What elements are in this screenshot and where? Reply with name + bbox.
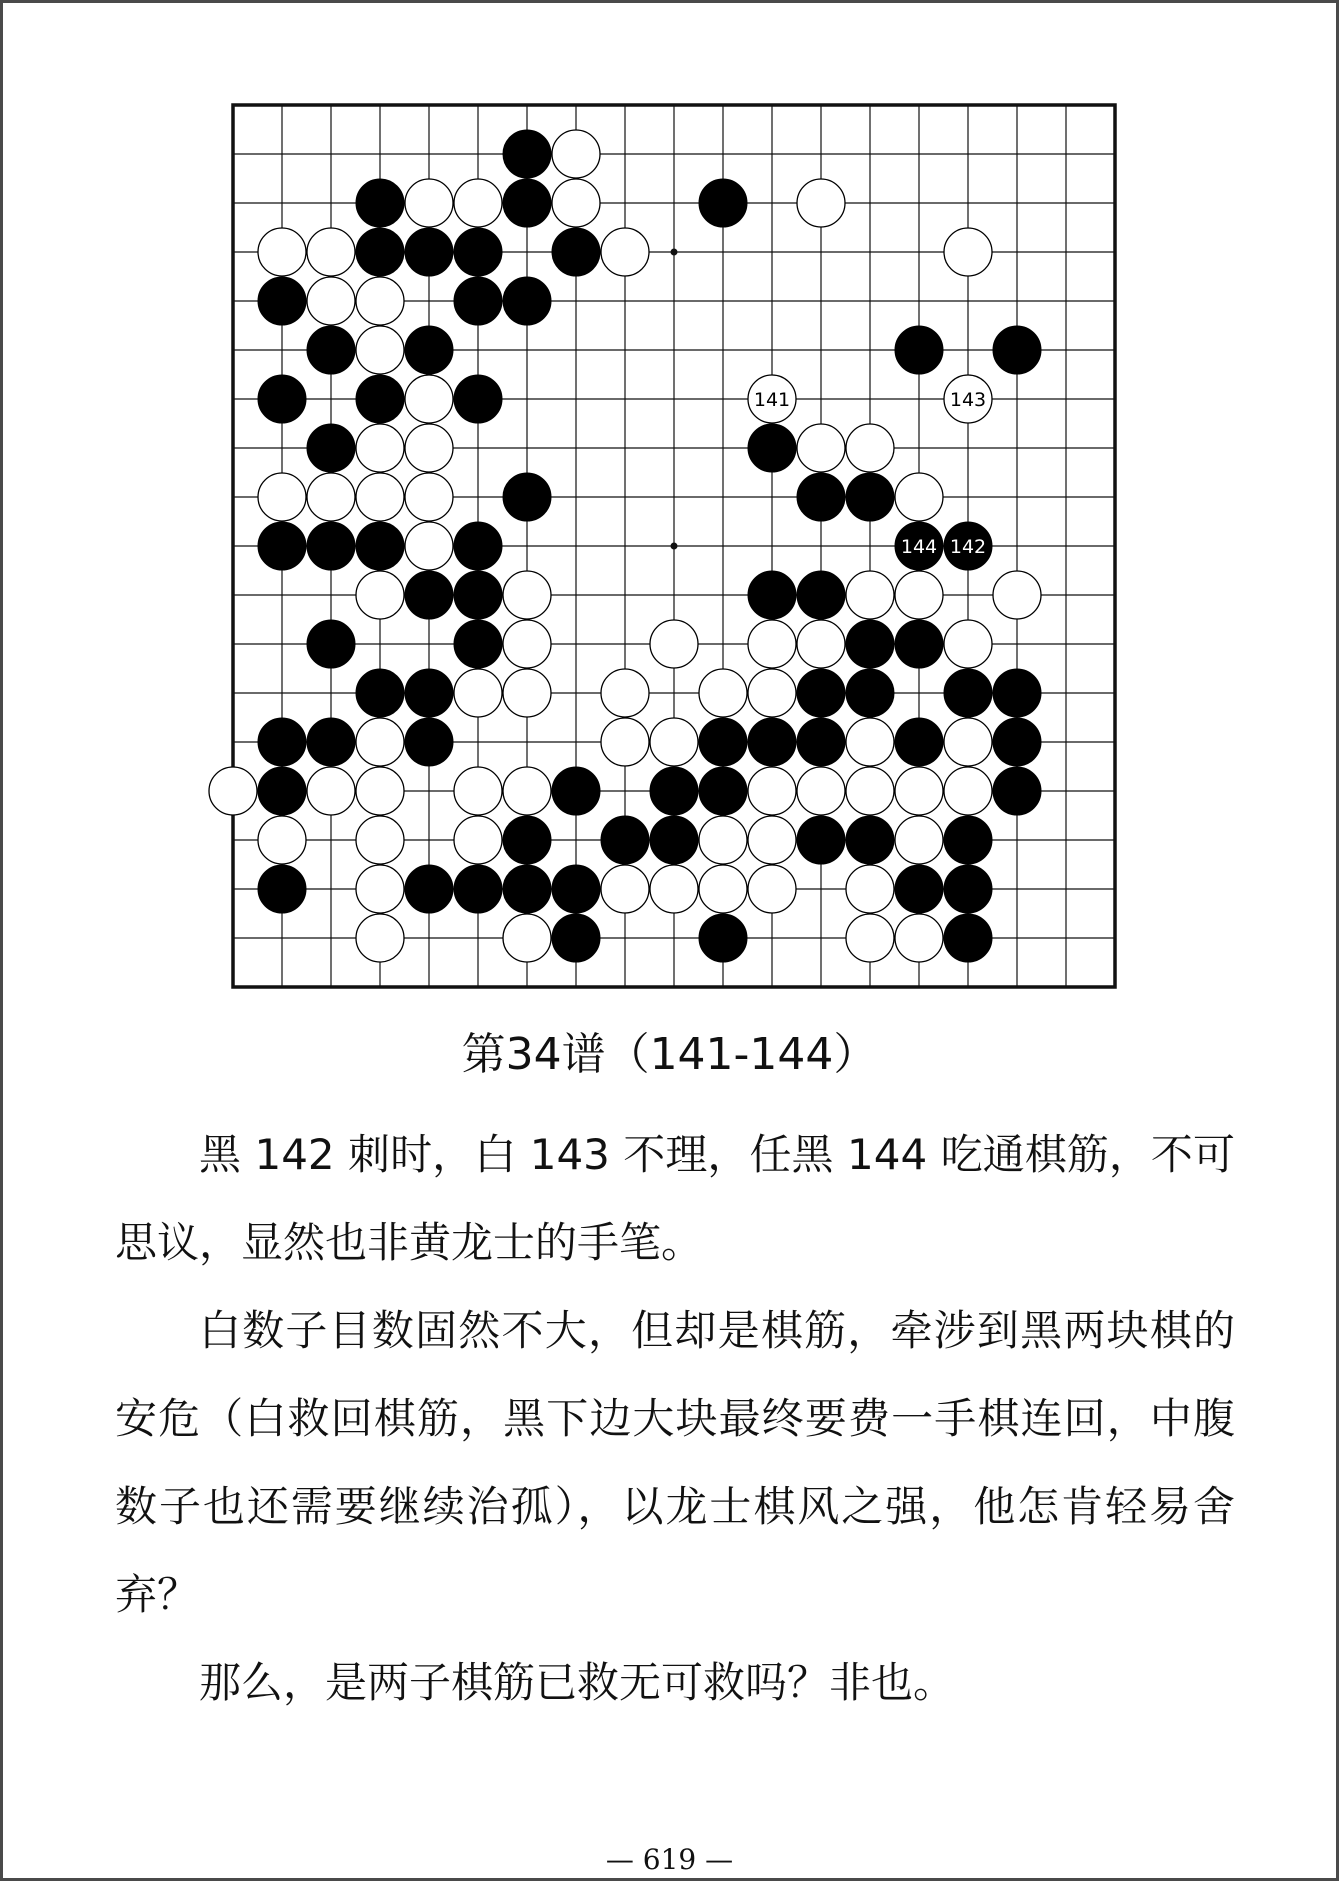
white-stone — [601, 228, 649, 276]
white-stone — [356, 816, 404, 864]
black-stone — [699, 914, 747, 962]
black-stone — [944, 914, 992, 962]
black-stone — [797, 718, 845, 766]
black-stone — [503, 816, 551, 864]
black-stone — [405, 718, 453, 766]
go-board-diagram — [203, 101, 1123, 1001]
move-number-label: 143 — [949, 389, 987, 411]
white-stone — [405, 179, 453, 227]
white-stone — [601, 669, 649, 717]
move-number-label: 144 — [900, 536, 938, 558]
black-stone — [797, 669, 845, 717]
white-stone — [944, 620, 992, 668]
white-stone — [748, 816, 796, 864]
black-stone — [650, 816, 698, 864]
black-stone — [405, 571, 453, 619]
white-stone — [552, 179, 600, 227]
white-stone — [258, 816, 306, 864]
white-stone — [846, 865, 894, 913]
page-number: — 619 — — [605, 1843, 734, 1876]
black-stone — [552, 228, 600, 276]
black-stone — [993, 718, 1041, 766]
white-stone — [503, 767, 551, 815]
black-stone — [748, 424, 796, 472]
black-stone — [895, 865, 943, 913]
black-stone — [503, 277, 551, 325]
white-stone — [846, 571, 894, 619]
paragraph-2: 白数子目数固然不大，但却是棋筋，牵涉到黑两块棋的安危（白救回棋筋，黑下边大块最终要费一手棋连回，中腹数子也还需要继续治孤），以龙士棋风之强，他怎肯轻易舍弃？ — [115, 1306, 1235, 1619]
black-stone — [356, 522, 404, 570]
white-stone — [356, 326, 404, 374]
black-stone — [895, 620, 943, 668]
black-stone — [307, 718, 355, 766]
white-stone — [846, 767, 894, 815]
black-stone — [454, 522, 502, 570]
white-stone — [405, 375, 453, 423]
white-stone — [307, 473, 355, 521]
black-stone — [503, 473, 551, 521]
black-stone — [258, 375, 306, 423]
white-stone — [209, 767, 257, 815]
paragraph-3: 那么，是两子棋筋已救无可救吗？非也。 — [199, 1658, 956, 1707]
white-stone — [601, 865, 649, 913]
black-stone — [307, 424, 355, 472]
black-stone — [454, 865, 502, 913]
white-stone — [895, 473, 943, 521]
white-stone — [258, 473, 306, 521]
white-stone — [944, 767, 992, 815]
black-stone — [748, 718, 796, 766]
white-stone — [797, 620, 845, 668]
black-stone — [258, 767, 306, 815]
white-stone — [552, 130, 600, 178]
white-stone — [748, 620, 796, 668]
white-stone — [846, 718, 894, 766]
white-stone — [699, 865, 747, 913]
black-stone — [797, 571, 845, 619]
black-stone — [552, 767, 600, 815]
black-stone — [944, 865, 992, 913]
black-stone — [307, 522, 355, 570]
black-stone — [307, 620, 355, 668]
black-stone — [258, 865, 306, 913]
black-stone — [454, 375, 502, 423]
white-stone — [601, 718, 649, 766]
black-stone — [405, 228, 453, 276]
white-stone — [454, 179, 502, 227]
black-stone — [748, 571, 796, 619]
black-stone — [503, 179, 551, 227]
white-stone — [356, 767, 404, 815]
black-stone — [699, 718, 747, 766]
black-stone — [993, 326, 1041, 374]
move-number-label: 141 — [753, 389, 791, 411]
black-stone — [944, 669, 992, 717]
diagram-caption: 第34谱（141-144） — [461, 1029, 878, 1080]
black-stone — [650, 767, 698, 815]
white-stone — [356, 865, 404, 913]
white-stone — [356, 424, 404, 472]
black-stone — [993, 669, 1041, 717]
black-stone — [895, 326, 943, 374]
black-stone — [307, 326, 355, 374]
white-stone — [748, 669, 796, 717]
black-stone — [797, 816, 845, 864]
black-stone — [356, 228, 404, 276]
white-stone — [454, 669, 502, 717]
white-stone — [356, 473, 404, 521]
black-stone — [258, 718, 306, 766]
white-stone — [356, 277, 404, 325]
white-stone — [307, 228, 355, 276]
white-stone — [307, 277, 355, 325]
black-stone — [846, 816, 894, 864]
white-stone — [454, 816, 502, 864]
white-stone — [895, 571, 943, 619]
white-stone — [846, 914, 894, 962]
white-stone — [356, 914, 404, 962]
white-stone — [650, 620, 698, 668]
white-stone — [503, 571, 551, 619]
white-stone — [895, 816, 943, 864]
black-stone — [993, 767, 1041, 815]
black-stone — [258, 277, 306, 325]
white-stone — [895, 914, 943, 962]
white-stone — [405, 424, 453, 472]
black-stone — [454, 571, 502, 619]
white-stone — [699, 669, 747, 717]
move-number-label: 142 — [949, 536, 987, 558]
white-stone — [993, 571, 1041, 619]
white-stone — [405, 473, 453, 521]
black-stone — [552, 865, 600, 913]
go-board-svg — [203, 101, 1123, 1001]
black-stone — [454, 277, 502, 325]
white-stone — [797, 767, 845, 815]
white-stone — [846, 424, 894, 472]
black-stone — [797, 473, 845, 521]
white-stone — [307, 767, 355, 815]
black-stone — [503, 130, 551, 178]
black-stone — [895, 718, 943, 766]
white-stone — [503, 914, 551, 962]
black-stone — [699, 179, 747, 227]
white-stone — [650, 718, 698, 766]
black-stone — [503, 865, 551, 913]
black-stone — [601, 816, 649, 864]
white-stone — [797, 424, 845, 472]
white-stone — [895, 767, 943, 815]
black-stone — [405, 865, 453, 913]
white-stone — [797, 179, 845, 227]
black-stone — [405, 669, 453, 717]
white-stone — [748, 865, 796, 913]
black-stone — [846, 669, 894, 717]
white-stone — [405, 522, 453, 570]
black-stone — [258, 522, 306, 570]
black-stone — [405, 326, 453, 374]
white-stone — [748, 767, 796, 815]
black-stone — [356, 179, 404, 227]
black-stone — [454, 620, 502, 668]
white-stone — [356, 571, 404, 619]
black-stone — [356, 669, 404, 717]
white-stone — [258, 228, 306, 276]
black-stone — [846, 620, 894, 668]
hoshi-point — [671, 249, 678, 256]
black-stone — [699, 767, 747, 815]
white-stone — [356, 718, 404, 766]
black-stone — [356, 375, 404, 423]
black-stone — [944, 816, 992, 864]
white-stone — [650, 865, 698, 913]
black-stone — [846, 473, 894, 521]
white-stone — [944, 228, 992, 276]
black-stone — [552, 914, 600, 962]
black-stone — [454, 228, 502, 276]
white-stone — [944, 718, 992, 766]
white-stone — [503, 620, 551, 668]
hoshi-point — [671, 543, 678, 550]
white-stone — [699, 816, 747, 864]
white-stone — [454, 767, 502, 815]
paragraph-1: 黑 142 刺时，白 143 不理，任黑 144 吃通棋筋，不可思议，显然也非黄龙士的手笔。 — [115, 1130, 1235, 1267]
commentary-text — [115, 1111, 1235, 1727]
white-stone — [503, 669, 551, 717]
